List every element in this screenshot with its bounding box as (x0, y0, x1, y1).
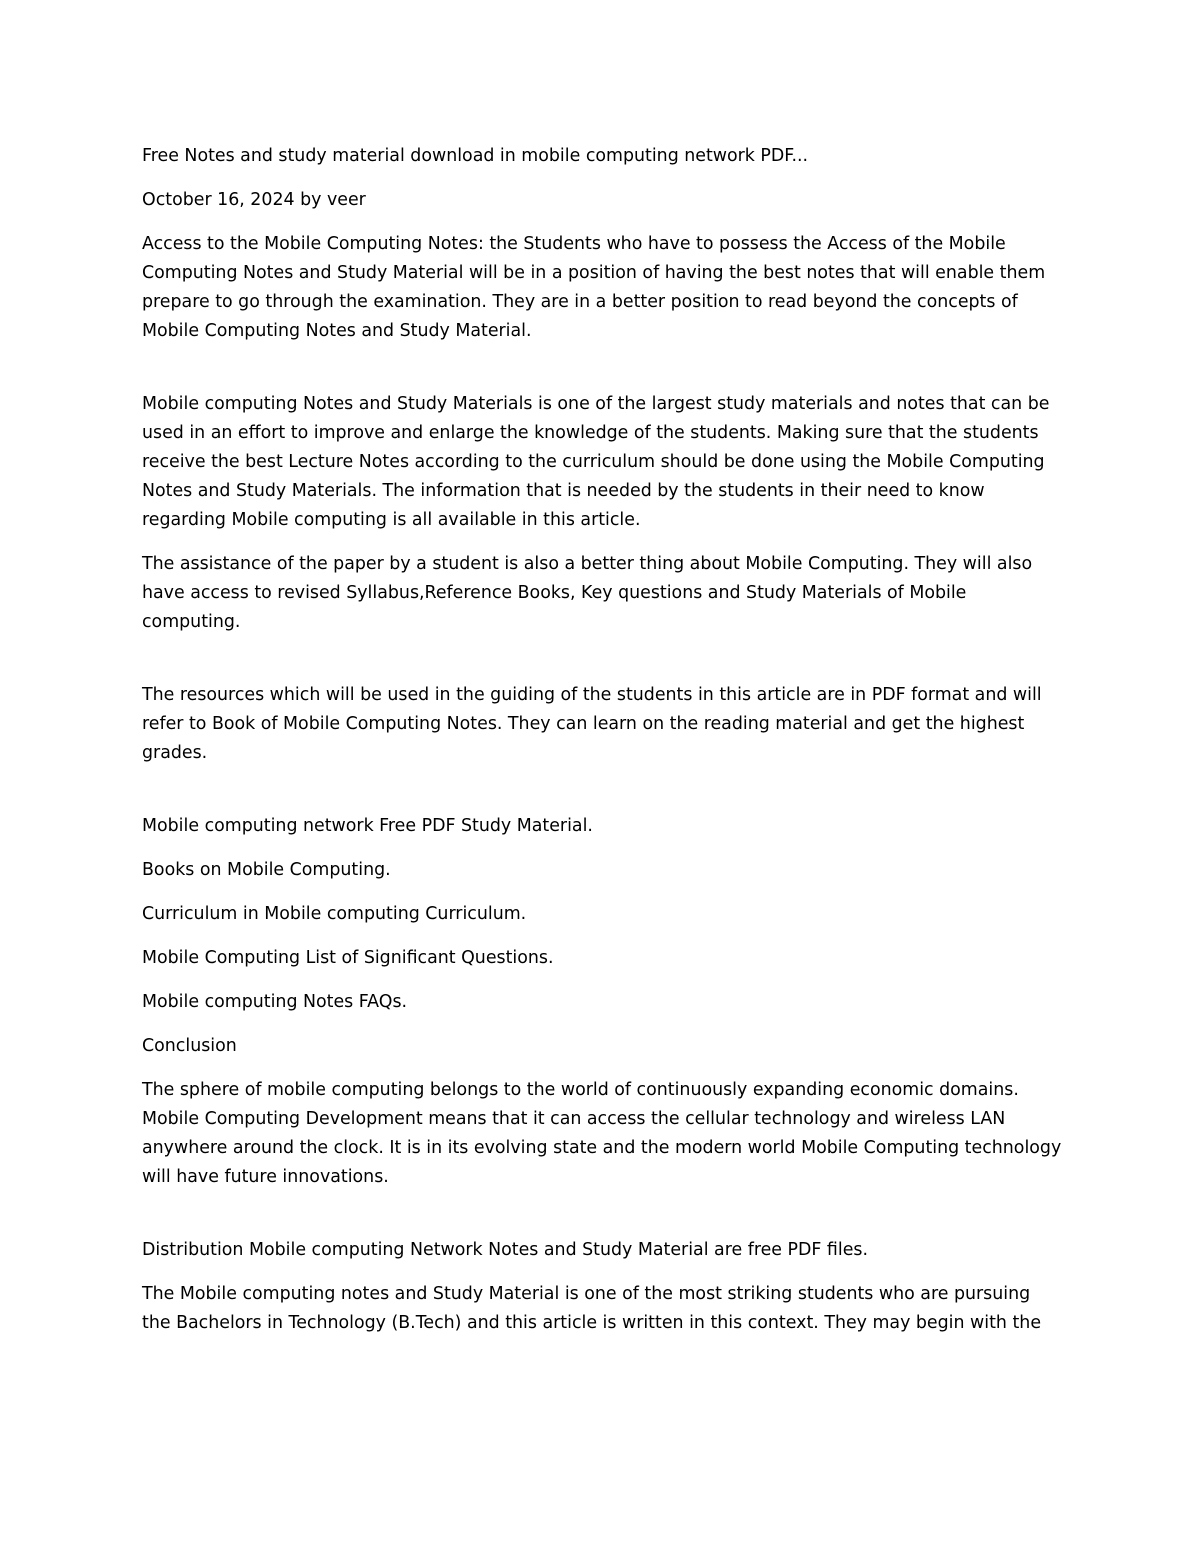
list-item: Books on Mobile Computing. (142, 860, 391, 880)
list-item: Mobile computing Notes FAQs. (142, 992, 408, 1012)
paragraph: The assistance of the paper by a student is also a better thing about Mobile Computing. They will also have access to revised Syllabus,Reference Books, Key questions and Study Materials of Mobile computing. (142, 554, 1033, 632)
list-item: Mobile computing network Free PDF Study Material. (142, 816, 593, 836)
document-title: Free Notes and study material download in mobile computing network PDF... (142, 146, 809, 166)
list-item: Curriculum in Mobile computing Curriculum. (142, 904, 527, 924)
conclusion-heading: Conclusion (142, 1036, 237, 1056)
paragraph: Mobile computing Notes and Study Materials is one of the largest study materials and notes that can be used in an effort to improve and enlarge the knowledge of the students. Making sure that the students receive the best Lecture Notes according to the curriculum should be done using the Mobile Computing Notes and Study Materials. The information that is needed by the students in their need to know regarding Mobile computing is all available in this article. (142, 394, 1050, 530)
distribution-heading: Distribution Mobile computing Network Notes and Study Material are free PDF files. (142, 1240, 869, 1260)
byline: October 16, 2024 by veer (142, 190, 366, 210)
paragraph: The resources which will be used in the guiding of the students in this article are in PDF format and will refer to Book of Mobile Computing Notes. They can learn on the reading material and get the highest grades. (142, 685, 1042, 763)
final-paragraph: The Mobile computing notes and Study Material is one of the most striking students who are pursuing the Bachelors in Technology (B.Tech) and this article is written in this context. They may begin with the (142, 1284, 1042, 1333)
paragraph: Access to the Mobile Computing Notes: the Students who have to possess the Access of the Mobile Computing Notes and Study Material will be in a position of having the best notes that will enable them prepare to go through the examination. They are in a better position to read beyond the concepts of Mobile Computing Notes and Study Material. (142, 234, 1046, 341)
document-body (142, 142, 1062, 1353)
list-item: Mobile Computing List of Significant Questions. (142, 948, 554, 968)
conclusion-text: The sphere of mobile computing belongs to the world of continuously expanding economic domains. Mobile Computing Development means that it can access the cellular technology and wireless LAN anywhere around the clock. It is in its evolving state and the modern world Mobile Computing technology will have future innovations. (142, 1080, 1062, 1187)
